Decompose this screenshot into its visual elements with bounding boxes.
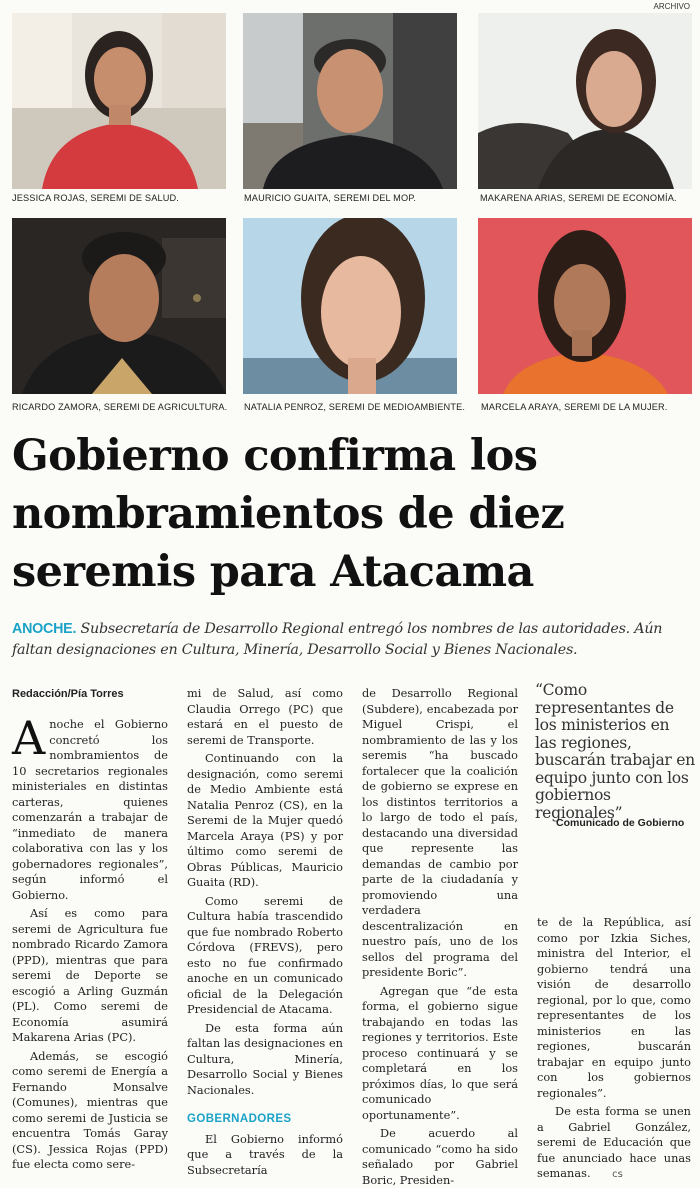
photo-caption: NATALIA PENROZ, SEREMI DE MEDIOAMBIENTE.	[244, 402, 466, 412]
article-column-3	[362, 686, 518, 1188]
mauricio-guaita-photo	[243, 13, 457, 189]
natalia-penroz-photo	[243, 218, 457, 394]
deck-kicker: ANOCHE.	[12, 621, 77, 637]
paragraph	[537, 1104, 691, 1183]
paragraph: El Gobierno informó que a través de la Subsecretaría	[187, 1131, 343, 1177]
paragraph: noche el Gobierno concretó los nombramientos de 10 secretarios regionales ministeriales en distintas carteras, quienes comenzarán a trabajar de “inmediato de manera colaborativa con las y los gobernadores regionales”, según informó el Gobierno.	[12, 717, 168, 902]
ricardo-zamora-photo	[12, 218, 226, 394]
paragraph: Como seremi de Cultura había trascendido que fue nombrado Roberto Córdova (FREVS), pero esto no fue confirmado anoche en un comunicado oficial de la Delegación Presidencial de Atacama.	[187, 893, 343, 1016]
photo-caption: RICARDO ZAMORA, SEREMI DE AGRICULTURA.	[12, 402, 228, 412]
end-mark-icon: cs	[612, 1169, 623, 1180]
paragraph: mi de Salud, así como Claudia Orrego (PC) que estará en el puesto de seremi de Transporte.	[187, 686, 343, 747]
article-column-2	[187, 686, 343, 1178]
paragraph: De acuerdo al comunicado “como ha sido señalado por Gabriel Boric, Presiden-	[362, 1126, 518, 1187]
archive-label: ARCHIVO	[653, 2, 690, 11]
paragraph: te de la República, así como por Izkia Siches, ministra del Interior, el gobierno tendrá una visión de desarrollo regional, por lo que, como representantes de los ministerios en las regiones, buscarán trabajar en equipo junto con los gobiernos regionales”.	[537, 915, 691, 1100]
paragraph-text: De esta forma se unen a Gabriel González, seremi de Educación que fue anunciado hace unas semanas.	[537, 1104, 691, 1180]
pull-quote: “Como representantes de los ministerios en las regiones, buscarán trabajar en equipo junto con los gobiernos regionales”	[535, 681, 695, 822]
paragraph: Así es como para seremi de Agricultura fue nombrado Ricardo Zamora (PPD), mientras que para seremi de Deporte se escogió a Arling Guzmán (PL). Como seremi de Economía asumirá Makarena Arias (PC).	[12, 906, 168, 1044]
photo-caption: MAKARENA ARIAS, SEREMI DE ECONOMÍA.	[480, 193, 677, 203]
jessica-rojas-photo	[12, 13, 226, 189]
paragraph: Además, se escogió como seremi de Energía a Fernando Monsalve (Comunes), mientras que como seremi de Justicia se encuentra Tomás Garay (CS). Jessica Rojas (PPD) fue electa como sere-	[12, 1048, 168, 1171]
deck-text: Subsecretaría de Desarrollo Regional entregó los nombres de las autoridades. Aún faltan designaciones en Cultura, Minería, Desarrollo Social y Bienes Nacionales.	[12, 621, 663, 658]
paragraph: Agregan que “de esta forma, el gobierno sigue trabajando en todas las regiones y territorios. Este proceso continuará y se completará en los próximos días, lo que será comunicado oportunamente”.	[362, 983, 518, 1122]
photo-caption: MARCELA ARAYA, SEREMI DE LA MUJER.	[481, 402, 668, 412]
pull-quote-source: Comunicado de Gobierno	[556, 817, 685, 829]
article-column-4	[537, 915, 691, 1183]
photo-caption: JESSICA ROJAS, SEREMI DE SALUD.	[12, 193, 180, 203]
article-column-1	[12, 711, 168, 1173]
paragraph: De esta forma aún faltan las designaciones en Cultura, Minería, Desarrollo Social y Bienes Nacionales.	[187, 1020, 343, 1097]
photo-caption: MAURICIO GUAITA, SEREMI DEL MOP.	[244, 193, 417, 203]
marcela-araya-photo	[478, 218, 692, 394]
byline: Redacción/Pía Torres	[12, 688, 124, 700]
makarena-arias-photo	[478, 13, 692, 189]
article-headline: Gobierno confirma los nombramientos de diez seremis para Atacama	[12, 431, 565, 597]
paragraph: de Desarrollo Regional (Subdere), encabezada por Miguel Crispi, el nombramiento de las y los seremis “ha buscado fortalecer que la coalición de gobierno se exprese en los distintos territorios a lo largo de todo el país, destacando una diversidad que represente las demandas de cambio por parte de la ciudadanía y promoviendo una verdadera descentralización en nuestro país, uno de los sellos del programa del presidente Boric”.	[362, 686, 518, 979]
paragraph: Continuando con la designación, como seremi de Medio Ambiente está Natalia Penroz (CS), en la Seremi de la Mujer quedó Marcela Araya (PS) y por último como seremi de Obras Públicas, Mauricio Guaita (RD).	[187, 751, 343, 889]
article-deck	[12, 619, 692, 661]
drop-cap: A	[12, 711, 46, 765]
section-subhead: GOBERNADORES	[187, 1113, 292, 1125]
